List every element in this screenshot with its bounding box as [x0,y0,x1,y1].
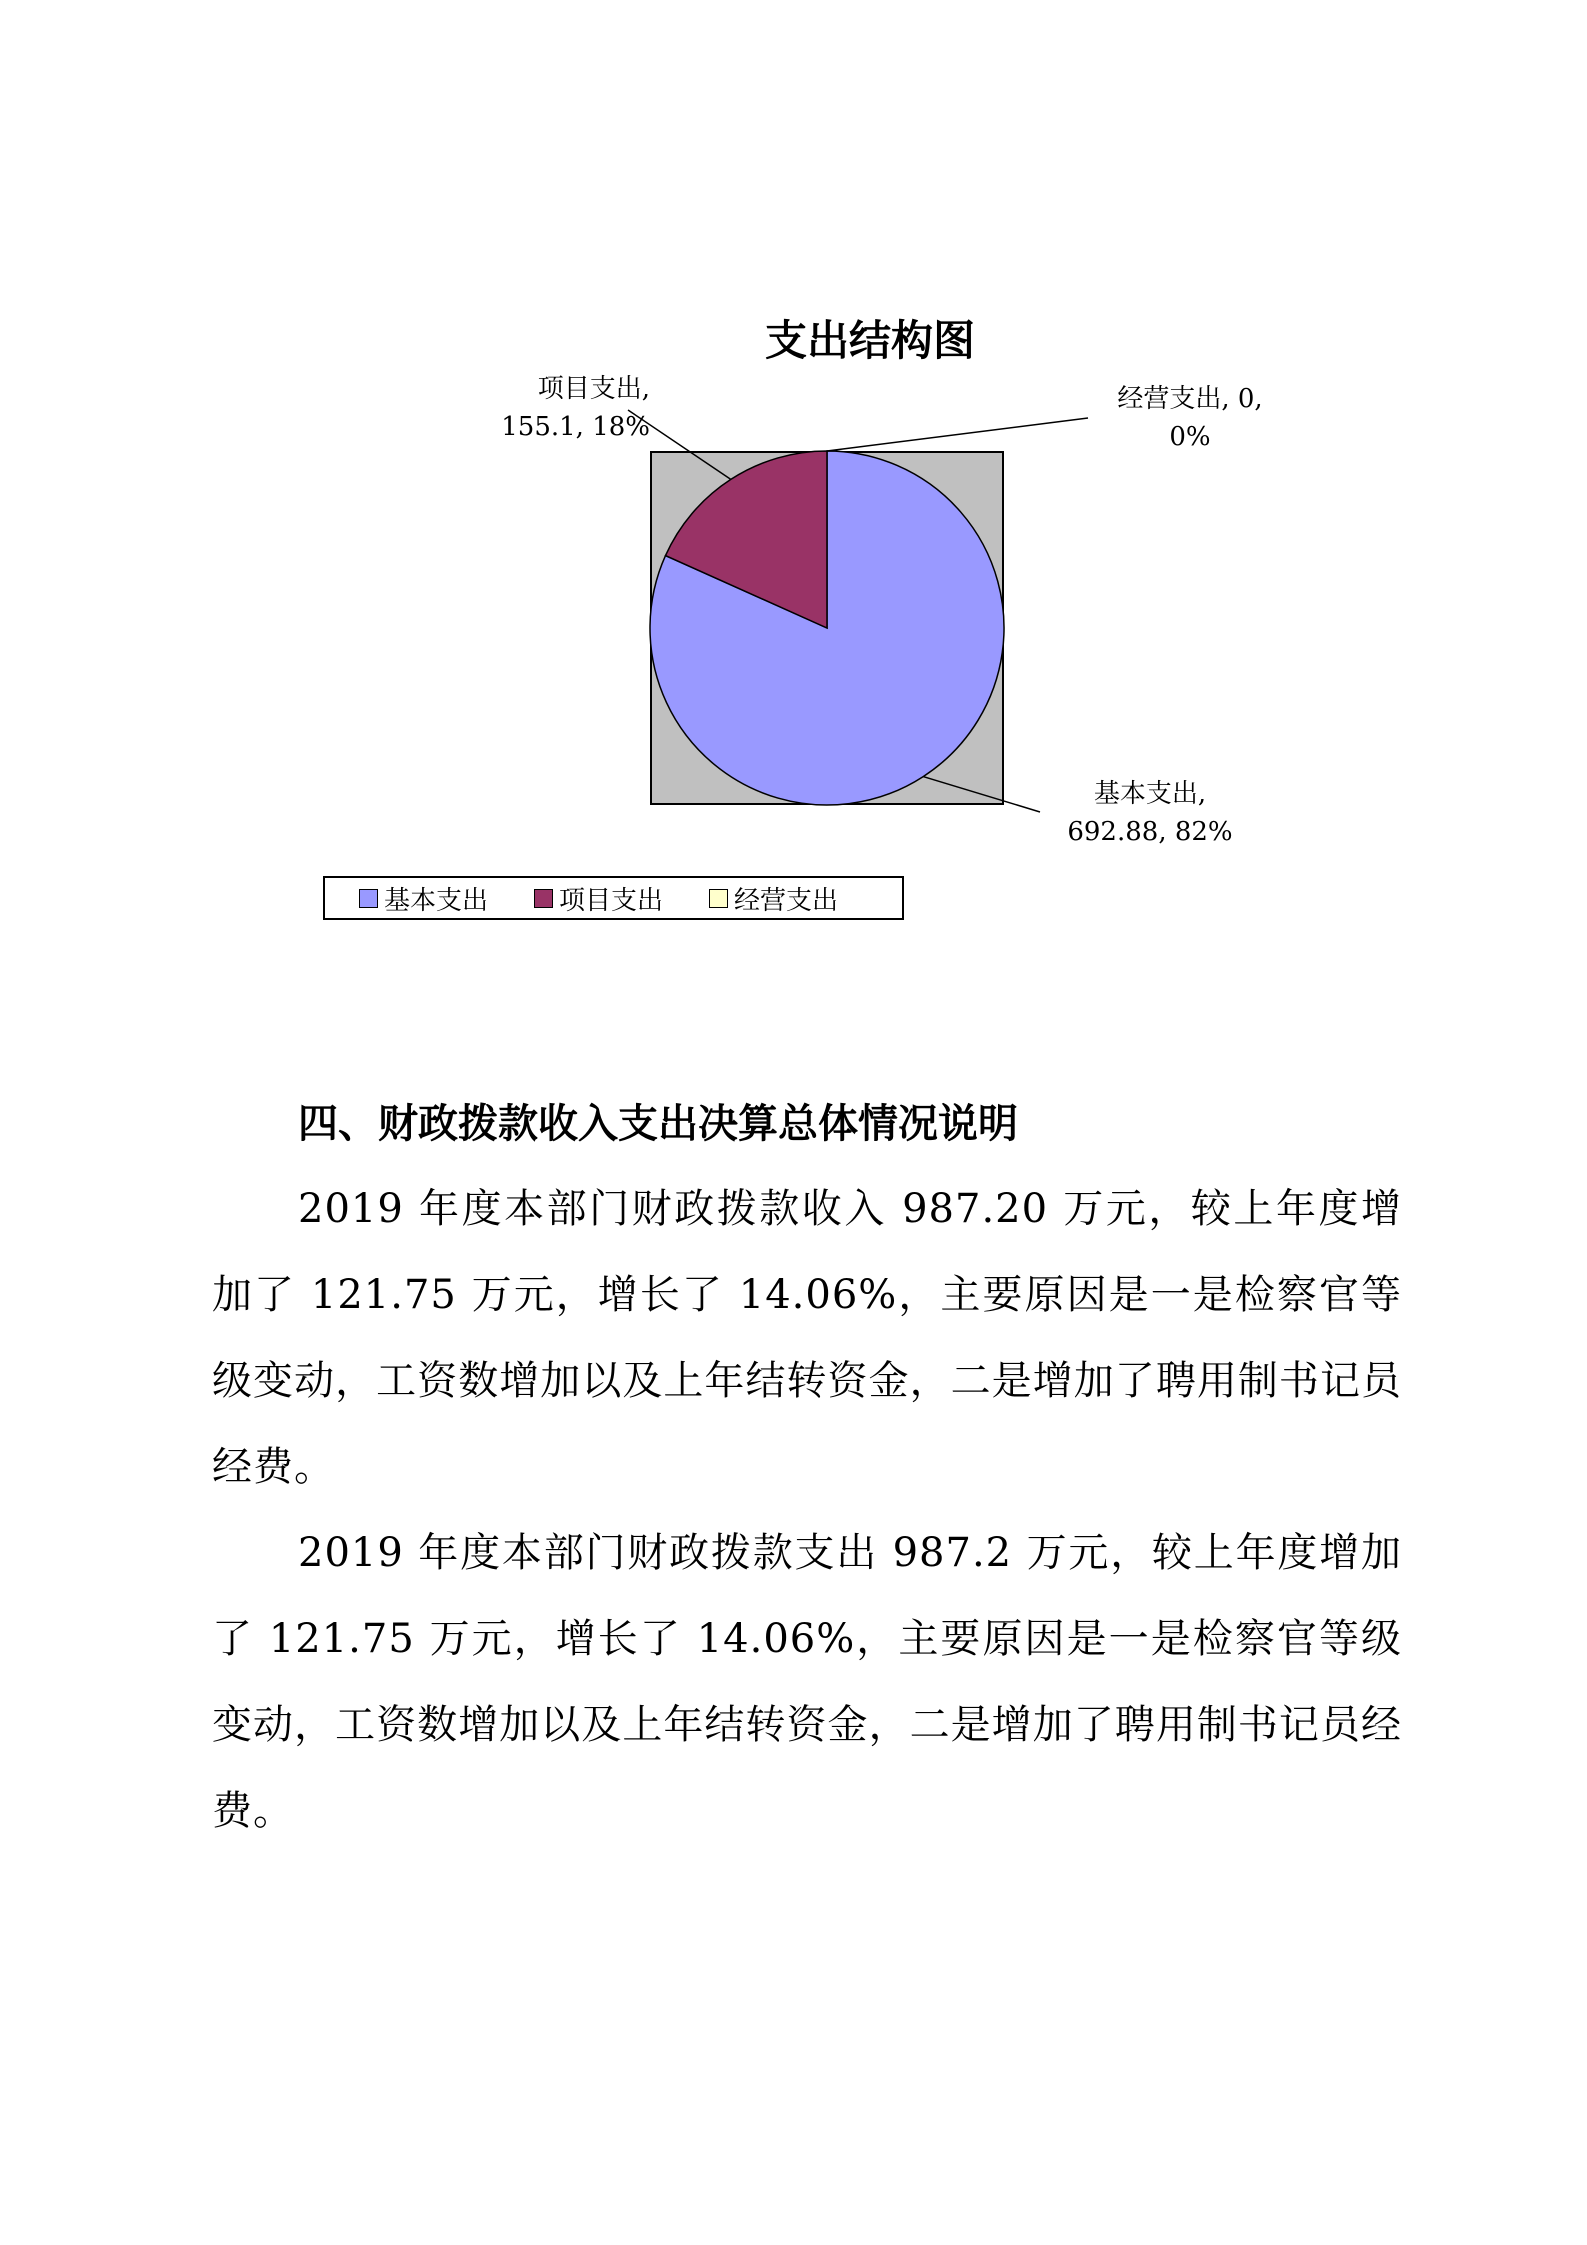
legend-label-project: 项目支出 [559,885,664,916]
data-label-project-line2: 155.1, 18% [501,412,650,442]
legend-item-basic [359,880,488,917]
legend-swatch-basic [359,889,378,908]
data-label-basic-line1: 基本支出, [1093,779,1207,809]
legend-item-business [709,880,838,917]
section-heading: 四、财政拨款收入支出决算总体情况说明 [298,1101,1018,1147]
chart-title: 支出结构图 [764,316,975,365]
chart-legend [323,876,904,920]
paragraph-income: 2019 年度本部门财政拨款收入 987.20 万元，较上年度增加了 121.75 万元，增长了 14.06%，主要原因是一是检察官等级变动，工资数增加以及上年结转资金，二是增加了聘用制书记员经费。 [212,1186,1402,1490]
data-label-business-line1: 经营支出, 0, [1117,384,1263,414]
legend-item-project [534,880,663,917]
legend-label-business: 经营支出 [734,885,839,916]
legend-swatch-business [709,889,728,908]
legend-swatch-project [534,889,553,908]
document-body [212,1082,1402,1854]
data-label-project-line1: 项目支出, [537,374,650,404]
data-label-project [420,370,650,446]
data-label-business-line2: 0% [1169,422,1211,452]
pie-chart-canvas [0,0,1587,1000]
paragraph-expenditure: 2019 年度本部门财政拨款支出 987.2 万元，较上年度增加了 121.75 万元，增长了 14.06%，主要原因是一是检察官等级变动，工资数增加以及上年结转资金，二是增加了聘用制书记员经费。 [212,1530,1402,1834]
expenditure-chart [0,0,1587,1000]
data-label-basic-line2: 692.88, 82% [1067,817,1233,847]
legend-label-basic: 基本支出 [384,885,489,916]
data-label-business [1080,380,1300,456]
leader-line-business [827,418,1088,451]
data-label-basic [1030,775,1270,851]
